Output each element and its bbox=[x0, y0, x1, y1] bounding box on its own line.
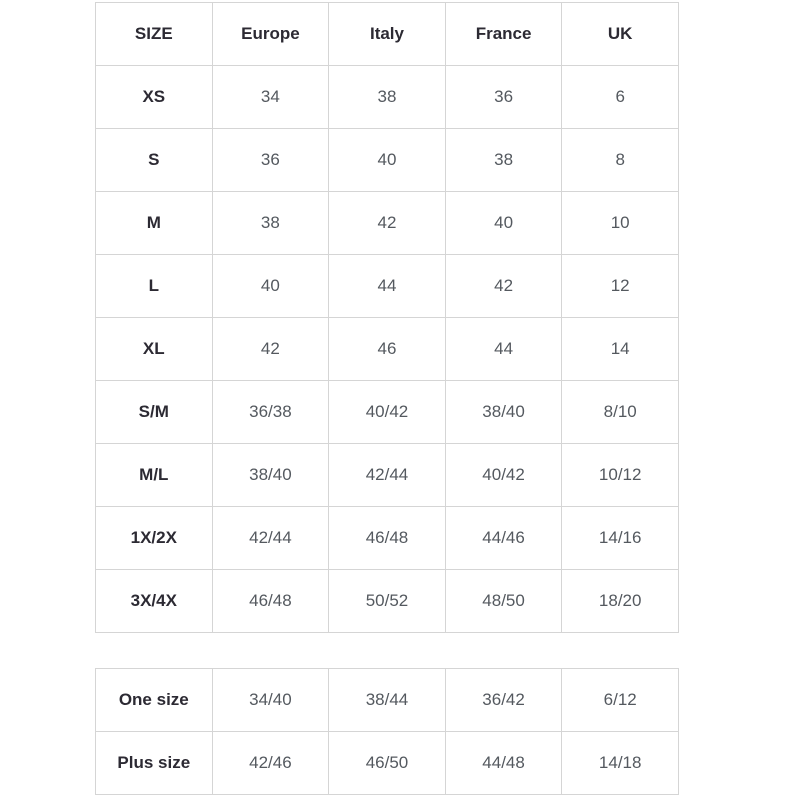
value-cell: 44/46 bbox=[445, 507, 562, 570]
value-cell: 42/44 bbox=[329, 444, 446, 507]
size-label-cell: S bbox=[96, 129, 213, 192]
value-cell: 6 bbox=[562, 66, 679, 129]
value-cell: 18/20 bbox=[562, 570, 679, 633]
size-label-cell: 1X/2X bbox=[96, 507, 213, 570]
value-cell: 10 bbox=[562, 192, 679, 255]
value-cell: 46/48 bbox=[329, 507, 446, 570]
size-label-cell: Plus size bbox=[96, 732, 213, 795]
table-row-3x4x bbox=[96, 570, 679, 633]
size-label-cell: One size bbox=[96, 669, 213, 732]
table-row-s bbox=[96, 129, 679, 192]
value-cell: 40 bbox=[329, 129, 446, 192]
value-cell: 44/48 bbox=[445, 732, 562, 795]
size-label-cell: L bbox=[96, 255, 213, 318]
value-cell: 44 bbox=[329, 255, 446, 318]
value-cell: 44 bbox=[445, 318, 562, 381]
column-header-italy: Italy bbox=[329, 3, 446, 66]
size-label-cell: S/M bbox=[96, 381, 213, 444]
value-cell: 40 bbox=[212, 255, 329, 318]
value-cell: 38 bbox=[445, 129, 562, 192]
value-cell: 34/40 bbox=[212, 669, 329, 732]
table-row-one-size bbox=[96, 669, 679, 732]
column-header-size: SIZE bbox=[96, 3, 213, 66]
value-cell: 48/50 bbox=[445, 570, 562, 633]
value-cell: 36 bbox=[445, 66, 562, 129]
table-row-xs bbox=[96, 66, 679, 129]
value-cell: 12 bbox=[562, 255, 679, 318]
value-cell: 36/42 bbox=[445, 669, 562, 732]
value-cell: 36 bbox=[212, 129, 329, 192]
table-row-xl bbox=[96, 318, 679, 381]
value-cell: 40/42 bbox=[445, 444, 562, 507]
table-row-ml bbox=[96, 444, 679, 507]
size-label-cell: M bbox=[96, 192, 213, 255]
value-cell: 6/12 bbox=[562, 669, 679, 732]
one-size-plus-size-table bbox=[95, 668, 679, 795]
value-cell: 8 bbox=[562, 129, 679, 192]
header-row bbox=[96, 3, 679, 66]
size-label-cell: 3X/4X bbox=[96, 570, 213, 633]
value-cell: 14/18 bbox=[562, 732, 679, 795]
value-cell: 50/52 bbox=[329, 570, 446, 633]
value-cell: 38/44 bbox=[329, 669, 446, 732]
column-header-uk: UK bbox=[562, 3, 679, 66]
column-header-europe: Europe bbox=[212, 3, 329, 66]
table-row-l bbox=[96, 255, 679, 318]
table-row-m bbox=[96, 192, 679, 255]
value-cell: 14/16 bbox=[562, 507, 679, 570]
value-cell: 40/42 bbox=[329, 381, 446, 444]
value-cell: 10/12 bbox=[562, 444, 679, 507]
column-header-france: France bbox=[445, 3, 562, 66]
value-cell: 42 bbox=[212, 318, 329, 381]
value-cell: 38/40 bbox=[212, 444, 329, 507]
table-row-1x2x bbox=[96, 507, 679, 570]
value-cell: 38 bbox=[329, 66, 446, 129]
value-cell: 42 bbox=[329, 192, 446, 255]
table-row-sm bbox=[96, 381, 679, 444]
value-cell: 46 bbox=[329, 318, 446, 381]
value-cell: 42/46 bbox=[212, 732, 329, 795]
size-label-cell: M/L bbox=[96, 444, 213, 507]
value-cell: 34 bbox=[212, 66, 329, 129]
value-cell: 38 bbox=[212, 192, 329, 255]
value-cell: 42 bbox=[445, 255, 562, 318]
value-cell: 46/50 bbox=[329, 732, 446, 795]
table-row-plus-size bbox=[96, 732, 679, 795]
value-cell: 36/38 bbox=[212, 381, 329, 444]
value-cell: 40 bbox=[445, 192, 562, 255]
size-guide-content bbox=[95, 2, 679, 795]
value-cell: 14 bbox=[562, 318, 679, 381]
value-cell: 8/10 bbox=[562, 381, 679, 444]
size-conversion-table bbox=[95, 2, 679, 633]
value-cell: 42/44 bbox=[212, 507, 329, 570]
value-cell: 46/48 bbox=[212, 570, 329, 633]
size-label-cell: XL bbox=[96, 318, 213, 381]
size-label-cell: XS bbox=[96, 66, 213, 129]
value-cell: 38/40 bbox=[445, 381, 562, 444]
